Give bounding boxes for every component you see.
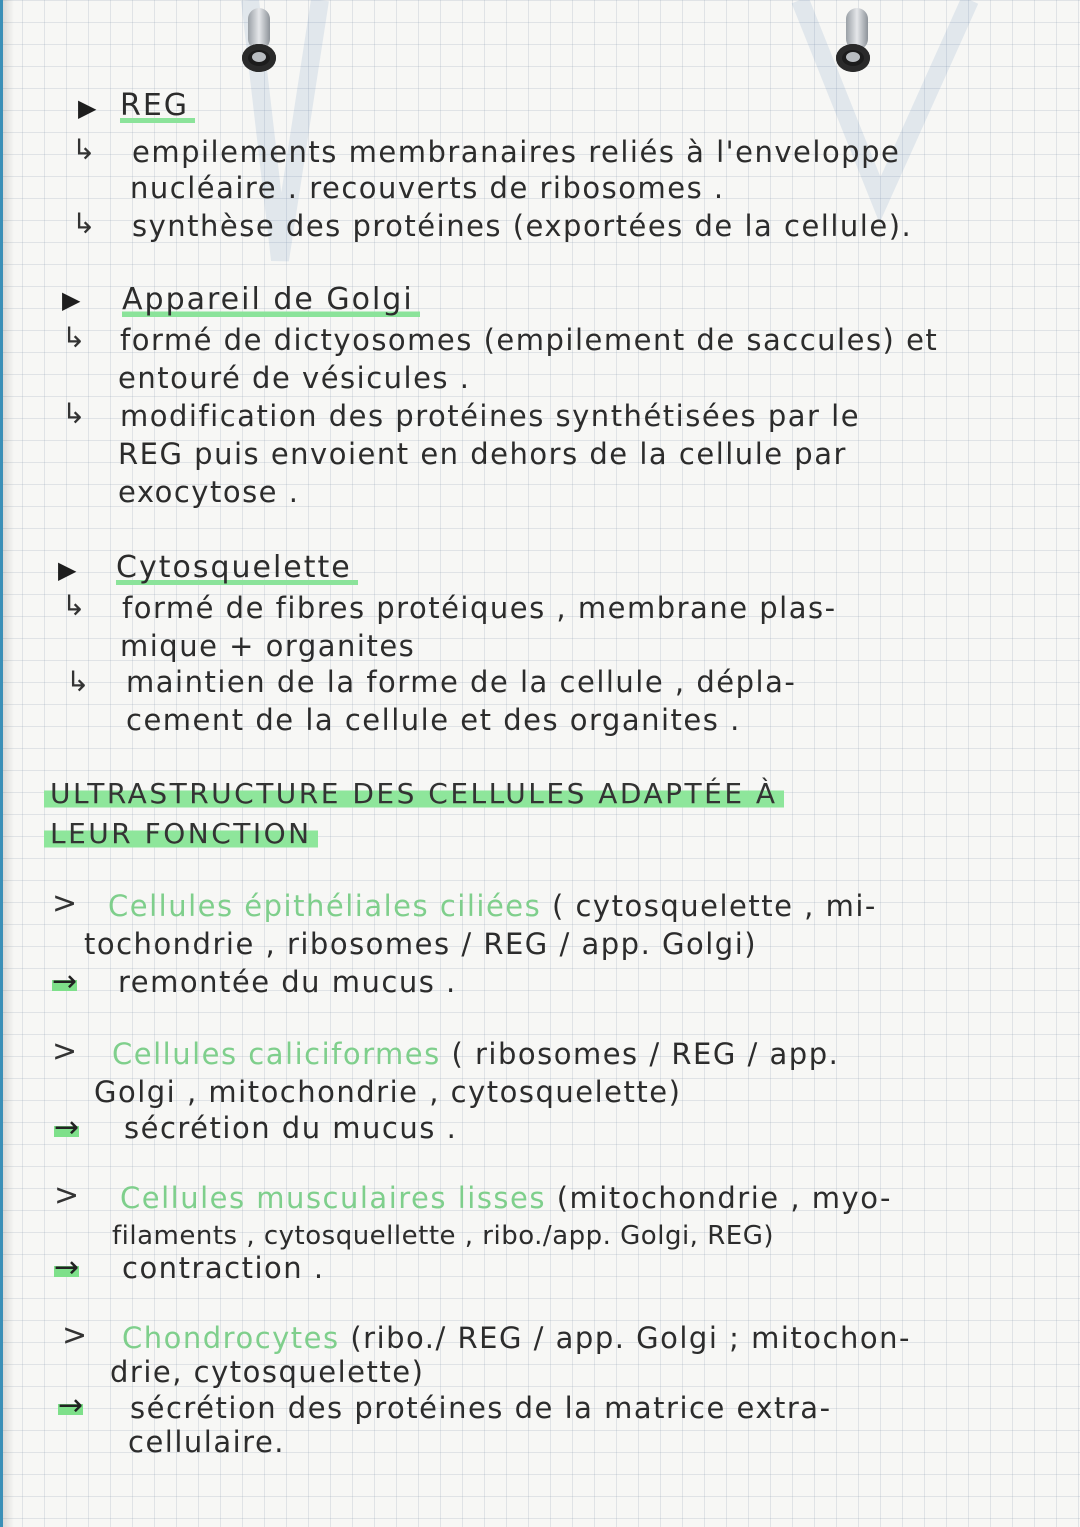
reg-line-3: synthèse des protéines (exportées de la cellule).: [132, 209, 913, 243]
chevron-right-icon: >: [54, 1178, 80, 1213]
hook-arrow-icon: ↳: [72, 133, 96, 166]
heading-line-1: ULTRASTRUCTURE DES CELLULES ADAPTÉE À: [44, 776, 784, 812]
reg-line-1: empilements membranaires reliés à l'enveloppe: [132, 135, 901, 169]
cyto-line-2: mique + organites: [120, 629, 416, 663]
cell-2-function: sécrétion du mucus .: [124, 1111, 458, 1145]
cell-2-detail: Golgi , mitochondrie , cytosquelette): [94, 1075, 682, 1109]
cyto-line-4: cement de la cellule et des organites .: [126, 703, 741, 737]
golgi-line-3: modification des protéines synthétisées par le: [120, 399, 861, 433]
binder-hole-right: [836, 44, 870, 72]
cell-1-header: Cellules épithéliales ciliées ( cytosquelette , mi-: [108, 889, 877, 923]
arrow-right-icon: →: [54, 1110, 80, 1145]
hook-arrow-icon: ↳: [62, 321, 86, 354]
arrow-right-icon: →: [54, 1250, 80, 1285]
cell-2-header: Cellules caliciformes ( ribosomes / REG / app.: [112, 1037, 840, 1071]
cell-1-detail: tochondrie , ribosomes / REG / app. Golgi): [84, 927, 758, 961]
section-title-cyto: Cytosquelette: [116, 550, 358, 586]
cell-4-function-2: cellulaire.: [128, 1425, 286, 1459]
cell-3-header: Cellules musculaires lisses (mitochondrie , myo-: [120, 1181, 892, 1215]
golgi-line-5: exocytose .: [118, 475, 300, 509]
cell-3-detail: filaments , cytosquellette , ribo./app. Golgi, REG): [112, 1221, 774, 1251]
chevron-right-icon: >: [52, 886, 78, 921]
section-title-reg: REG: [120, 88, 195, 124]
golgi-line-4: REG puis envoient en dehors de la cellule par: [118, 437, 847, 471]
cell-4-header: Chondrocytes (ribo./ REG / app. Golgi ; mitochon-: [122, 1321, 911, 1355]
reg-line-2: nucléaire . recouverts de ribosomes .: [130, 171, 725, 205]
hook-arrow-icon: ↳: [66, 665, 90, 698]
chevron-right-icon: >: [52, 1034, 78, 1069]
triangle-bullet-icon: ▶: [62, 286, 81, 314]
cell-4-function: sécrétion des protéines de la matrice extra-: [130, 1391, 832, 1425]
arrow-right-icon: →: [52, 964, 78, 999]
binder-hole-left: [242, 44, 276, 72]
arrow-right-icon: →: [58, 1388, 84, 1423]
heading-line-2: LEUR FONCTION: [44, 816, 318, 852]
hook-arrow-icon: ↳: [72, 207, 96, 240]
chevron-right-icon: >: [62, 1318, 88, 1353]
triangle-bullet-icon: ▶: [58, 556, 77, 584]
binder-edge: [0, 0, 14, 1527]
golgi-line-1: formé de dictyosomes (empilement de saccules) et: [120, 323, 939, 357]
golgi-line-2: entouré de vésicules .: [118, 361, 471, 395]
cell-3-function: contraction .: [122, 1251, 325, 1285]
cell-1-function: remontée du mucus .: [118, 965, 457, 999]
hook-arrow-icon: ↳: [62, 397, 86, 430]
cell-4-detail: drie, cytosquelette): [110, 1355, 425, 1389]
triangle-bullet-icon: ▶: [78, 94, 97, 122]
cyto-line-3: maintien de la forme de la cellule , dépla-: [126, 665, 797, 699]
section-title-golgi: Appareil de Golgi: [122, 282, 420, 318]
hook-arrow-icon: ↳: [62, 589, 86, 622]
cyto-line-1: formé de fibres protéiques , membrane plas-: [122, 591, 837, 625]
